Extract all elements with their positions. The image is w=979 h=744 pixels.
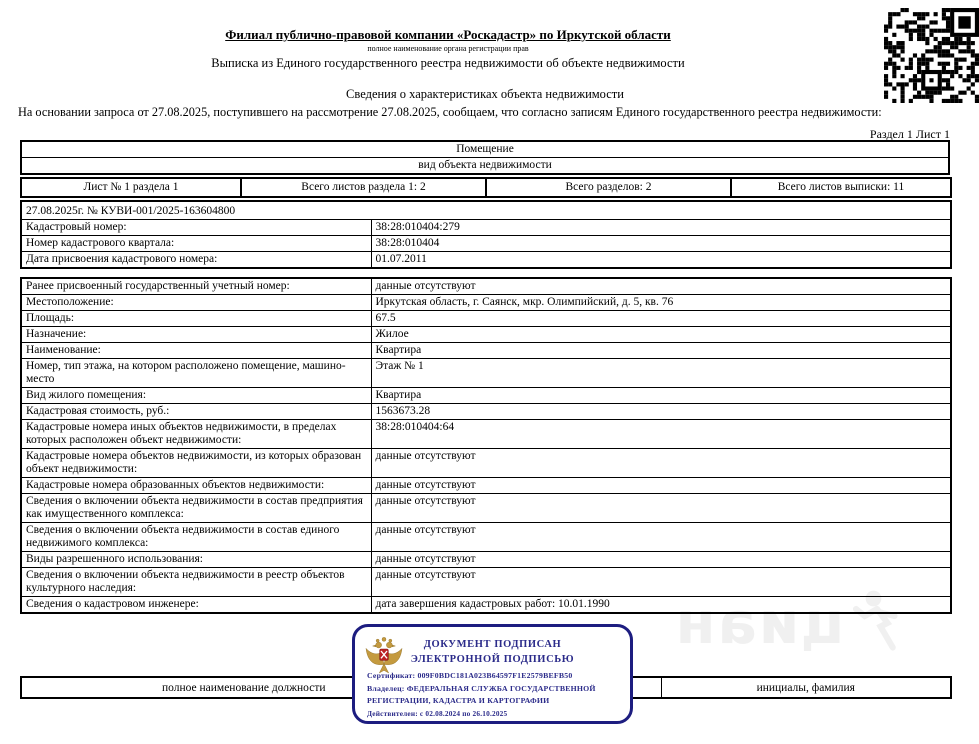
table-row (21, 295, 951, 311)
table-row (21, 420, 951, 449)
table-row (21, 359, 951, 388)
row-label: Сведения о включении объекта недвижимости в состав единого недвижимого комплекса: (21, 523, 371, 552)
stamp-owner-line2: РЕГИСТРАЦИИ, КАДАСТРА И КАРТОГРАФИИ (367, 696, 550, 705)
row-label: Номер, тип этажа, на котором расположено помещение, машино-место (21, 359, 371, 388)
watermark-text: циан (673, 589, 845, 657)
document-title: Выписка из Единого государственного реестра недвижимости об объекте недвижимости (211, 56, 685, 70)
table-row (21, 404, 951, 420)
org-name: Филиал публично-правовой компании «Роскадастр» по Иркутской области (225, 27, 671, 42)
stamp-validity: Действителен: с 02.08.2024 по 26.10.2025 (367, 708, 508, 718)
table-row (21, 494, 951, 523)
object-type-table (20, 140, 950, 175)
sheets-cell: Всего листов раздела 1: 2 (241, 178, 486, 197)
row-label: Ранее присвоенный государственный учетный номер: (21, 278, 371, 295)
row-value: данные отсутствуют (371, 478, 951, 494)
page-marker: Раздел 1 Лист 1 (869, 127, 950, 141)
row-value: 38:28:010404:64 (371, 420, 951, 449)
row-value: данные отсутствуют (371, 278, 951, 295)
row-value: дата завершения кадастровых работ: 10.01.1990 (371, 597, 951, 614)
rosreestr-emblem-icon (364, 633, 404, 681)
table-row (21, 449, 951, 478)
table-row (21, 478, 951, 494)
section-title: Сведения о характеристиках объекта недвижимости (346, 87, 624, 101)
row-value: 1563673.28 (371, 404, 951, 420)
table-row (21, 219, 951, 235)
table-row (21, 552, 951, 568)
row-label: Дата присвоения кадастрового номера: (21, 251, 371, 268)
org-name-caption: полное наименование органа регистрации прав (367, 44, 529, 53)
row-label: Кадастровые номера образованных объектов недвижимости: (21, 478, 371, 494)
row-value: 01.07.2011 (371, 251, 951, 268)
row-value: Этаж № 1 (371, 359, 951, 388)
table-row (21, 311, 951, 327)
details-table (20, 277, 952, 614)
stamp-title-line1: ДОКУМЕНТ ПОДПИСАН (423, 639, 562, 650)
row-label: Вид жилого помещения: (21, 388, 371, 404)
table-row (21, 278, 951, 295)
stamp-owner-line1: Владелец: ФЕДЕРАЛЬНАЯ СЛУЖБА ГОСУДАРСТВЕННОЙ (367, 683, 596, 693)
row-value: Иркутская область, г. Саянск, мкр. Олимпийский, д. 5, кв. 76 (371, 295, 951, 311)
row-label: Номер кадастрового квартала: (21, 235, 371, 251)
row-value: Квартира (371, 388, 951, 404)
row-value: данные отсутствуют (371, 449, 951, 478)
table-row (21, 251, 951, 268)
request-number: 27.08.2025г. № КУВИ-001/2025-163604800 (21, 201, 951, 219)
request-table (20, 200, 952, 269)
document-header (20, 27, 876, 71)
sheets-table (20, 177, 952, 198)
row-label: Кадастровые номера иных объектов недвижимости, в пределах которых расположен объект недвижимости: (21, 420, 371, 449)
basis-line: На основании запроса от 27.08.2025, поступившего на рассмотрение 27.08.2025, сообщаем, что согласно записям Единого государственного реестра недвижимости: (18, 105, 882, 119)
row-value: Жилое (371, 327, 951, 343)
row-value: данные отсутствуют (371, 494, 951, 523)
stamp-certificate: Сертификат: 009F0BDC181A023B64597F1E2579BEFB50 (367, 671, 573, 680)
row-label: Площадь: (21, 311, 371, 327)
row-value: 38:28:010404:279 (371, 219, 951, 235)
row-value: данные отсутствуют (371, 552, 951, 568)
object-type-caption: вид объекта недвижимости (21, 158, 949, 175)
row-value: 38:28:010404 (371, 235, 951, 251)
row-value: 67.5 (371, 311, 951, 327)
table-row (21, 235, 951, 251)
object-type-value: Помещение (21, 141, 949, 158)
row-value: данные отсутствуют (371, 568, 951, 597)
table-row (21, 597, 951, 614)
row-label: Сведения о кадастровом инженере: (21, 597, 371, 614)
sheets-cell: Лист № 1 раздела 1 (21, 178, 241, 197)
row-label: Виды разрешенного использования: (21, 552, 371, 568)
row-label: Кадастровый номер: (21, 219, 371, 235)
row-label: Кадастровые номера объектов недвижимости, из которых образован объект недвижимости: (21, 449, 371, 478)
sheets-cell: Всего листов выписки: 11 (731, 178, 951, 197)
row-label: Местоположение: (21, 295, 371, 311)
stamp-title-line2: ЭЛЕКТРОННОЙ ПОДПИСЬЮ (410, 654, 575, 665)
row-value: данные отсутствуют (371, 523, 951, 552)
signature-initials-label: инициалы, фамилия (661, 677, 951, 698)
row-label: Кадастровая стоимость, руб.: (21, 404, 371, 420)
row-value: Квартира (371, 343, 951, 359)
sheets-cell: Всего разделов: 2 (486, 178, 731, 197)
row-label: Назначение: (21, 327, 371, 343)
table-row (21, 388, 951, 404)
row-label: Сведения о включении объекта недвижимости в состав предприятия как имущественного комплекса: (21, 494, 371, 523)
table-row (21, 523, 951, 552)
table-row (21, 327, 951, 343)
qr-code-icon (884, 8, 979, 105)
row-label: Сведения о включении объекта недвижимости в реестр объектов культурного наследия: (21, 568, 371, 597)
signature-position-label: полное наименование должности (21, 677, 466, 698)
table-row (21, 568, 951, 597)
row-label: Наименование: (21, 343, 371, 359)
digital-signature-stamp (352, 624, 633, 724)
table-row (21, 343, 951, 359)
